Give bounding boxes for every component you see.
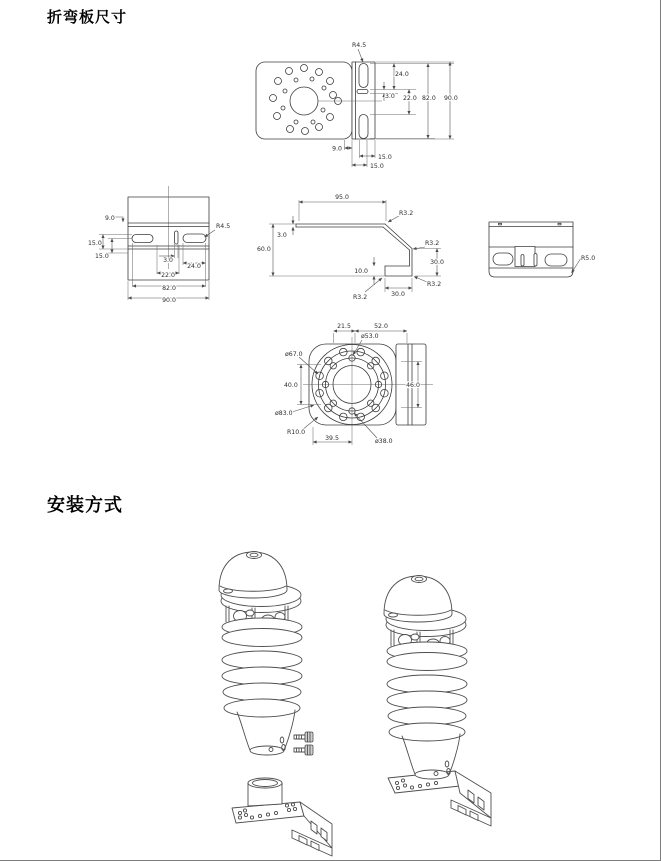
mounting-bracket — [388, 771, 491, 826]
dim-r-slot: R4.5 — [352, 42, 367, 49]
dim-span: 82.0 — [422, 95, 436, 102]
dim-r-top: R3.2 — [399, 210, 414, 217]
dim-gap: 22.0 — [403, 95, 417, 102]
flange-view-drawing — [265, 313, 450, 453]
dim-height: 60.0 — [257, 246, 271, 253]
slot-left — [132, 235, 153, 243]
slot-mid — [357, 90, 368, 94]
mounting-screws — [294, 732, 313, 755]
dim-offset-c: 39.5 — [325, 435, 339, 442]
dim-gap: 22.0 — [161, 272, 175, 279]
dim-lip: 10.0 — [354, 268, 368, 275]
dim-pitch-a: 15.0 — [88, 240, 102, 247]
dim-pitch-b: 15.0 — [95, 253, 109, 260]
sensor-body — [219, 552, 302, 756]
dim-edge-offset: 9.0 — [105, 215, 115, 222]
slot-right — [183, 234, 206, 243]
mounting-bracket — [232, 778, 332, 856]
dim-thickness: 3.0 — [385, 93, 395, 100]
sensor-exploded-illustration — [190, 540, 370, 860]
sensor-body — [384, 576, 467, 780]
slot-left — [493, 253, 513, 265]
dim-span: 82.0 — [162, 285, 176, 292]
dim-edge-offset: 9.0 — [332, 145, 342, 153]
bracket-boss — [248, 778, 282, 806]
dim-side-height: 30.0 — [430, 259, 444, 266]
dim-slot-len: 24.0 — [187, 263, 201, 270]
section-title-bend-plate: 折弯板尺寸 — [47, 9, 128, 26]
dim-overall: 90.0 — [444, 95, 458, 102]
profile-dimensions — [257, 194, 444, 301]
dim-bore-dia: ø38.0 — [375, 438, 393, 445]
plate-front-view-drawing — [85, 183, 250, 313]
plate-face-view-drawing — [478, 198, 633, 293]
face-dimensions — [572, 255, 596, 273]
dim-r-foot: R3.2 — [427, 281, 442, 288]
dim-offset-a: 21.5 — [337, 323, 351, 330]
dim-ring-dia: ø67.0 — [285, 351, 303, 358]
sensor-assembled-illustration — [355, 552, 545, 852]
plate-profile-view-drawing — [253, 188, 448, 310]
dim-height-b: 46.0 — [406, 382, 420, 389]
slot-center — [175, 231, 179, 244]
dim-r-corner: R5.0 — [581, 255, 596, 262]
dim-slot-len: 24.0 — [395, 71, 409, 78]
dim-pitch-b: 15.0 — [370, 163, 384, 170]
dim-r-right: R3.2 — [425, 240, 440, 247]
dim-r-inner: R3.2 — [353, 294, 368, 301]
dim-bolt-circle: ø53.0 — [361, 333, 379, 340]
dim-plate-dia: ø83.0 — [275, 410, 293, 417]
dim-foot-len: 30.0 — [391, 291, 405, 298]
dim-r-slot: R4.5 — [216, 223, 231, 230]
dim-top-len: 95.0 — [335, 194, 349, 201]
dim-offset-b: 52.0 — [374, 323, 388, 330]
plate-top-view-drawing — [248, 38, 468, 188]
dim-overall: 90.0 — [162, 297, 176, 304]
section-title-installation: 安装方式 — [47, 495, 123, 515]
slot-bottom — [359, 115, 368, 139]
face-outline — [489, 222, 573, 277]
slot-right — [545, 254, 567, 266]
dim-thickness: 3.0 — [163, 257, 173, 264]
dim-pitch-a: 15.0 — [378, 154, 392, 161]
dim-r-corner: R10.0 — [287, 429, 306, 436]
center-boss — [515, 247, 535, 267]
plate-top-outline — [256, 62, 382, 139]
dim-thickness: 3.0 — [277, 232, 287, 239]
dim-height-a: 40.0 — [284, 382, 298, 389]
slot-top — [359, 64, 368, 88]
